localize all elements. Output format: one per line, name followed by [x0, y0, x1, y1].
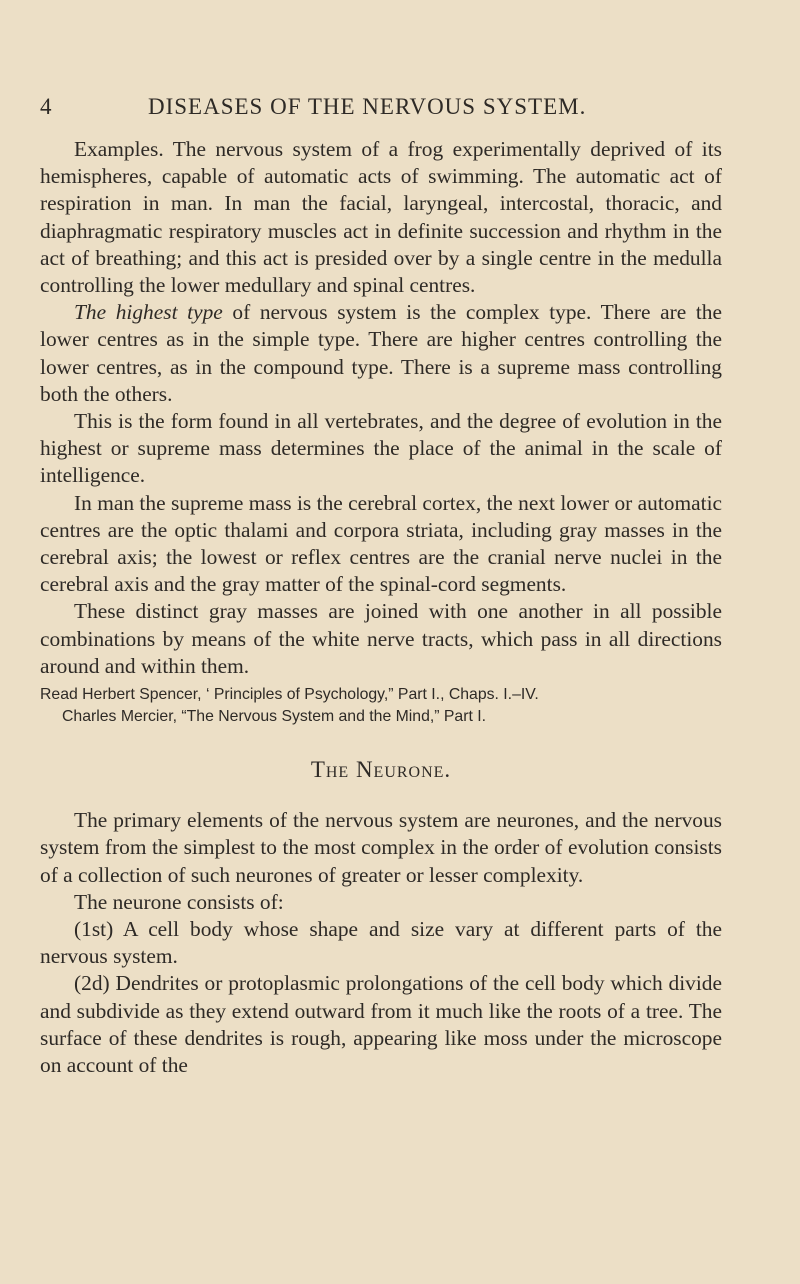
paragraph-cell-body: (1st) A cell body whose shape and size vary at different parts of the nervous system.: [40, 917, 722, 969]
section-title: The Neurone.: [310, 757, 452, 783]
paragraph-neurone-consists: The neurone consists of:: [74, 889, 284, 914]
body-text: [40, 136, 722, 1079]
paragraph-vertebrates: This is the form found in all vertebrates, and the degree of evolution in the highest or supreme mass determines the place of the animal in the scale of intelligence.: [40, 409, 722, 488]
paragraph-highest-type: [40, 299, 722, 408]
paragraph-primary-elements: The primary elements of the nervous system are neurones, and the nervous system from the simplest to the most complex in the order of evolution consists of a collection of such neurones of greater or lesser complexity.: [40, 808, 722, 887]
page-header: [40, 94, 760, 126]
reference-line-spencer: Read Herbert Spencer, ‘ Principles of Psychology,” Part I., Chaps. I.–IV.: [40, 686, 539, 704]
highest-type-text: of nervous system is the complex type. There are the lower centres as in the simple type. There are higher centres controlling the lower centres, as in the compound type. There is a supreme mass controlling both the others.: [40, 300, 722, 406]
page-number: 4: [40, 94, 52, 119]
running-head: DISEASES OF THE NERVOUS SYSTEM.: [148, 94, 587, 119]
paragraph-man: In man the supreme mass is the cerebral cortex, the next lower or automatic centres are the optic thalami and corpora striata, including gray masses in the cerebral axis; the lowest or reflex centres are the cranial nerve nuclei in the cerebral axis and the gray matter of the spinal-cord segments.: [40, 490, 722, 597]
paragraph-gray-masses: These distinct gray masses are joined with one another in all possible combinations by means of the white nerve tracts, which pass in all directions around and within them.: [40, 599, 722, 678]
highest-type-term: The highest type: [74, 300, 223, 325]
reference-line-mercier: Charles Mercier, “The Nervous System and the Mind,” Part I.: [62, 708, 487, 726]
paragraph-examples: Examples. The nervous system of a frog experimentally deprived of its hemispheres, capable of automatic acts of swimming. The automatic act of respiration in man. In man the facial, laryngeal, intercostal, thoracic, and diaphragmatic respiratory muscles act in definite succession and rhythm in the act of breathing; and this act is presided over by a single centre in the medulla controlling the lower medullary and spinal centres.: [40, 137, 722, 298]
paragraph-dendrites: (2d) Dendrites or protoplasmic prolongations of the cell body which divide and subdivide as they extend outward from it much like the roots of a tree. The surface of these dendrites is rough, appearing like moss under the microscope on account of the: [40, 971, 722, 1078]
reference-note: [40, 684, 722, 728]
